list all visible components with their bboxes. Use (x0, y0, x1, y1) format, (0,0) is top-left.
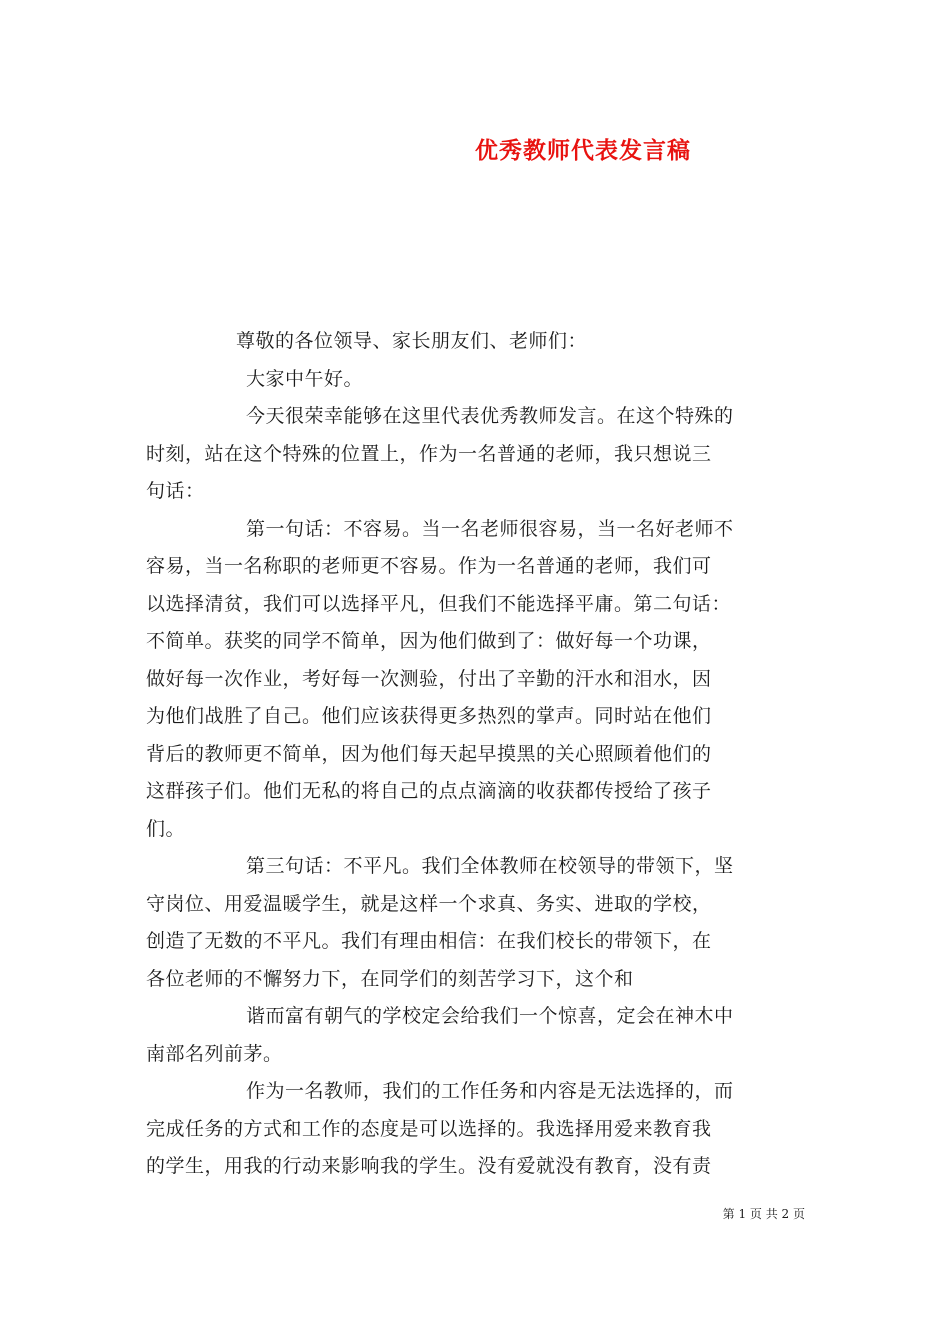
page-number-footer: 第 1 页 共 2 页 (722, 1207, 805, 1221)
text-line: 创造了无数的不平凡。我们有理由相信：在我们校长的带领下，在 (146, 930, 712, 952)
text-line: 句话： (146, 480, 205, 502)
text-line: 第一句话：不容易。当一名老师很容易，当一名好老师不 (246, 518, 734, 540)
text-line: 背后的教师更不简单，因为他们每天起早摸黑的关心照顾着他们的 (146, 743, 712, 765)
text-line: 以选择清贫，我们可以选择平凡，但我们不能选择平庸。第二句话： (146, 593, 732, 615)
text-line: 南部名列前茅。 (146, 1043, 283, 1065)
text-line: 不简单。获奖的同学不简单，因为他们做到了：做好每一个功课， (146, 630, 712, 652)
text-line: 这群孩子们。他们无私的将自己的点点滴滴的收获都传授给了孩子 (146, 780, 712, 802)
text-line: 今天很荣幸能够在这里代表优秀教师发言。在这个特殊的 (246, 405, 734, 427)
text-line: 作为一名教师，我们的工作任务和内容是无法选择的，而 (246, 1080, 734, 1102)
text-line: 时刻，站在这个特殊的位置上，作为一名普通的老师，我只想说三 (146, 443, 712, 465)
text-line: 守岗位、用爱温暖学生，就是这样一个求真、务实、进取的学校， (146, 893, 712, 915)
text-line: 尊敬的各位领导、家长朋友们、老师们： (236, 330, 588, 352)
text-line: 为他们战胜了自己。他们应该获得更多热烈的掌声。同时站在他们 (146, 705, 712, 727)
text-line: 做好每一次作业，考好每一次测验，付出了辛勤的汗水和泪水，因 (146, 668, 712, 690)
document-title: 优秀教师代表发言稿 (475, 137, 691, 164)
text-line: 谐而富有朝气的学校定会给我们一个惊喜，定会在神木中 (246, 1005, 734, 1027)
text-line: 各位老师的不懈努力下，在同学们的刻苦学习下，这个和 (146, 968, 634, 990)
text-line: 容易，当一名称职的老师更不容易。作为一名普通的老师，我们可 (146, 555, 712, 577)
text-line: 们。 (146, 818, 186, 840)
text-line: 大家中午好。 (246, 368, 364, 390)
text-line: 第三句话：不平凡。我们全体教师在校领导的带领下，坚 (246, 855, 734, 877)
text-line: 的学生，用我的行动来影响我的学生。没有爱就没有教育，没有责 (146, 1155, 712, 1177)
text-line: 完成任务的方式和工作的态度是可以选择的。我选择用爱来教育我 (146, 1118, 712, 1140)
